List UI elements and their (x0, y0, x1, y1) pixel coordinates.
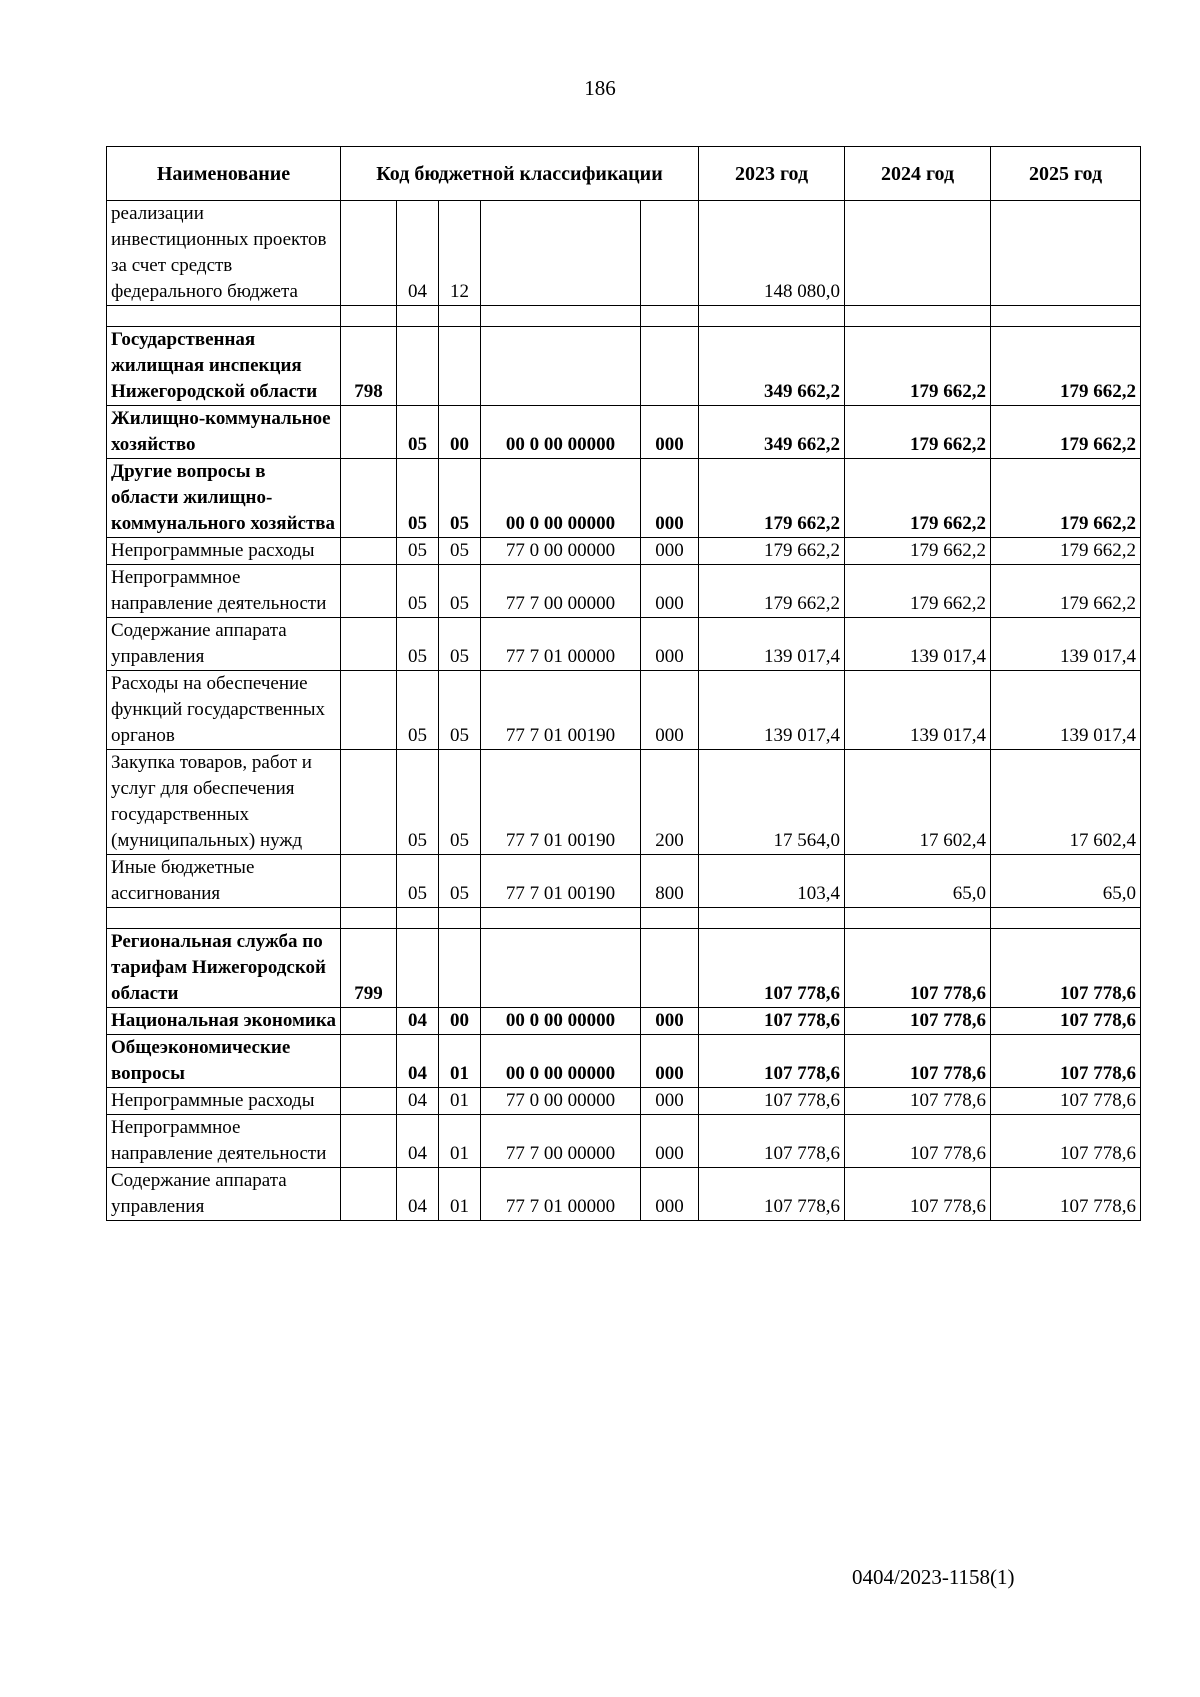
table-row (107, 201, 1141, 306)
cell-expense-type: 200 (641, 750, 699, 855)
cell-expense-type (641, 327, 699, 406)
cell-value-2025: 17 602,4 (991, 750, 1141, 855)
cell-subsection: 05 (439, 565, 481, 618)
cell-expense-type (641, 201, 699, 306)
cell-section: 04 (397, 1088, 439, 1115)
cell-target-article: 77 7 01 00190 (481, 750, 641, 855)
cell-value-2024: 139 017,4 (845, 618, 991, 671)
cell-target-article: 00 0 00 00000 (481, 406, 641, 459)
cell-grbs (341, 538, 397, 565)
cell-value-2024: 107 778,6 (845, 1088, 991, 1115)
cell-section: 05 (397, 671, 439, 750)
cell-grbs (341, 565, 397, 618)
cell-name: Непрограммное направление деятельности (107, 1115, 341, 1168)
cell-grbs (341, 306, 397, 327)
cell-expense-type (641, 306, 699, 327)
table-header-row (107, 147, 1141, 201)
cell-value-2024 (845, 201, 991, 306)
spacer-row (107, 306, 1141, 327)
cell-grbs (341, 1008, 397, 1035)
cell-value-2024: 107 778,6 (845, 1115, 991, 1168)
cell-value-2024 (845, 306, 991, 327)
cell-value-2025: 179 662,2 (991, 327, 1141, 406)
cell-target-article: 77 7 00 00000 (481, 565, 641, 618)
cell-grbs (341, 1115, 397, 1168)
page-number: 186 (584, 76, 616, 100)
cell-expense-type: 000 (641, 1088, 699, 1115)
cell-name: Непрограммное направление деятельности (107, 565, 341, 618)
table-body (107, 201, 1141, 1221)
cell-section (397, 306, 439, 327)
cell-value-2023: 179 662,2 (699, 538, 845, 565)
cell-target-article (481, 929, 641, 1008)
cell-grbs (341, 618, 397, 671)
cell-target-article (481, 908, 641, 929)
table-row (107, 538, 1141, 565)
cell-subsection: 01 (439, 1168, 481, 1221)
cell-subsection: 05 (439, 671, 481, 750)
cell-subsection: 05 (439, 618, 481, 671)
cell-value-2023: 107 778,6 (699, 1035, 845, 1088)
cell-target-article: 00 0 00 00000 (481, 459, 641, 538)
cell-subsection (439, 327, 481, 406)
cell-value-2023: 139 017,4 (699, 618, 845, 671)
cell-name: Закупка товаров, работ и услуг для обеспечения государственных (муниципальных) нужд (107, 750, 341, 855)
cell-value-2023: 148 080,0 (699, 201, 845, 306)
cell-name: Другие вопросы в области жилищно-коммунального хозяйства (107, 459, 341, 538)
cell-subsection (439, 929, 481, 1008)
cell-grbs (341, 1035, 397, 1088)
cell-name: Национальная экономика (107, 1008, 341, 1035)
cell-target-article (481, 327, 641, 406)
cell-subsection: 01 (439, 1035, 481, 1088)
cell-expense-type: 000 (641, 618, 699, 671)
cell-value-2023: 107 778,6 (699, 929, 845, 1008)
cell-subsection: 00 (439, 406, 481, 459)
cell-grbs (341, 908, 397, 929)
cell-value-2024: 179 662,2 (845, 406, 991, 459)
header-2025: 2025 год (991, 147, 1141, 201)
cell-name: Содержание аппарата управления (107, 618, 341, 671)
header-2023: 2023 год (699, 147, 845, 201)
cell-name: Содержание аппарата управления (107, 1168, 341, 1221)
cell-grbs (341, 671, 397, 750)
table-row (107, 1088, 1141, 1115)
cell-section: 05 (397, 618, 439, 671)
cell-value-2025: 179 662,2 (991, 565, 1141, 618)
cell-target-article: 77 0 00 00000 (481, 1088, 641, 1115)
cell-expense-type: 000 (641, 538, 699, 565)
cell-value-2024: 179 662,2 (845, 565, 991, 618)
cell-name: Общеэкономические вопросы (107, 1035, 341, 1088)
cell-target-article (481, 306, 641, 327)
table-row (107, 459, 1141, 538)
cell-value-2025: 139 017,4 (991, 671, 1141, 750)
cell-value-2024: 107 778,6 (845, 1008, 991, 1035)
document-code: 0404/2023-1158(1) (852, 1565, 1015, 1589)
cell-value-2023 (699, 908, 845, 929)
cell-value-2023: 107 778,6 (699, 1115, 845, 1168)
cell-subsection (439, 306, 481, 327)
cell-value-2023: 107 778,6 (699, 1088, 845, 1115)
cell-value-2025: 65,0 (991, 855, 1141, 908)
cell-name: Государственная жилищная инспекция Нижегородской области (107, 327, 341, 406)
spacer-row (107, 908, 1141, 929)
table-row (107, 929, 1141, 1008)
table-row (107, 855, 1141, 908)
cell-value-2023: 17 564,0 (699, 750, 845, 855)
cell-expense-type (641, 908, 699, 929)
cell-expense-type: 000 (641, 1008, 699, 1035)
cell-value-2025: 179 662,2 (991, 406, 1141, 459)
cell-value-2023: 179 662,2 (699, 459, 845, 538)
table-row (107, 1035, 1141, 1088)
cell-section: 04 (397, 201, 439, 306)
cell-expense-type: 000 (641, 565, 699, 618)
cell-section: 04 (397, 1035, 439, 1088)
table-row (107, 406, 1141, 459)
cell-value-2025: 107 778,6 (991, 1088, 1141, 1115)
cell-expense-type: 000 (641, 671, 699, 750)
header-code: Код бюджетной классификации (341, 147, 699, 201)
cell-subsection: 05 (439, 855, 481, 908)
budget-table (106, 146, 1141, 1221)
cell-value-2024: 107 778,6 (845, 929, 991, 1008)
cell-name: Непрограммные расходы (107, 1088, 341, 1115)
cell-value-2024: 179 662,2 (845, 327, 991, 406)
cell-target-article (481, 201, 641, 306)
cell-subsection: 05 (439, 459, 481, 538)
cell-value-2025: 107 778,6 (991, 1008, 1141, 1035)
cell-name (107, 908, 341, 929)
cell-section: 04 (397, 1008, 439, 1035)
cell-name: Непрограммные расходы (107, 538, 341, 565)
table-row (107, 750, 1141, 855)
cell-value-2025: 107 778,6 (991, 1168, 1141, 1221)
cell-section (397, 908, 439, 929)
header-name: Наименование (107, 147, 341, 201)
cell-section (397, 327, 439, 406)
table-row (107, 671, 1141, 750)
cell-target-article: 77 7 01 00000 (481, 618, 641, 671)
cell-value-2025: 139 017,4 (991, 618, 1141, 671)
cell-value-2023: 103,4 (699, 855, 845, 908)
cell-subsection: 12 (439, 201, 481, 306)
cell-subsection: 01 (439, 1088, 481, 1115)
table-row (107, 327, 1141, 406)
cell-grbs (341, 1168, 397, 1221)
cell-grbs (341, 855, 397, 908)
cell-subsection: 05 (439, 538, 481, 565)
cell-value-2024: 65,0 (845, 855, 991, 908)
cell-value-2025: 179 662,2 (991, 459, 1141, 538)
cell-name (107, 306, 341, 327)
cell-value-2024: 179 662,2 (845, 538, 991, 565)
cell-target-article: 77 7 00 00000 (481, 1115, 641, 1168)
cell-value-2023: 349 662,2 (699, 327, 845, 406)
cell-value-2024 (845, 908, 991, 929)
cell-name: Жилищно-коммунальное хозяйство (107, 406, 341, 459)
cell-grbs (341, 750, 397, 855)
cell-target-article: 00 0 00 00000 (481, 1035, 641, 1088)
cell-grbs (341, 1088, 397, 1115)
table-row (107, 1168, 1141, 1221)
cell-name: Иные бюджетные ассигнования (107, 855, 341, 908)
cell-section (397, 929, 439, 1008)
cell-value-2025: 107 778,6 (991, 1035, 1141, 1088)
cell-subsection (439, 908, 481, 929)
cell-subsection: 05 (439, 750, 481, 855)
cell-section: 05 (397, 406, 439, 459)
cell-expense-type: 000 (641, 406, 699, 459)
table-row (107, 565, 1141, 618)
cell-value-2024: 107 778,6 (845, 1168, 991, 1221)
cell-value-2023 (699, 306, 845, 327)
cell-expense-type: 000 (641, 1168, 699, 1221)
cell-section: 05 (397, 855, 439, 908)
cell-target-article: 77 7 01 00190 (481, 855, 641, 908)
cell-expense-type: 800 (641, 855, 699, 908)
cell-section: 04 (397, 1115, 439, 1168)
cell-name: Расходы на обеспечение функций государственных органов (107, 671, 341, 750)
cell-target-article: 77 7 01 00190 (481, 671, 641, 750)
cell-section: 05 (397, 459, 439, 538)
cell-value-2025: 107 778,6 (991, 929, 1141, 1008)
cell-value-2023: 107 778,6 (699, 1168, 845, 1221)
table-row (107, 618, 1141, 671)
cell-section: 05 (397, 538, 439, 565)
cell-target-article: 77 0 00 00000 (481, 538, 641, 565)
cell-grbs (341, 201, 397, 306)
cell-section: 05 (397, 565, 439, 618)
header-2024: 2024 год (845, 147, 991, 201)
cell-value-2024: 17 602,4 (845, 750, 991, 855)
cell-value-2024: 139 017,4 (845, 671, 991, 750)
cell-grbs (341, 459, 397, 538)
cell-expense-type: 000 (641, 1115, 699, 1168)
cell-value-2024: 179 662,2 (845, 459, 991, 538)
cell-section: 04 (397, 1168, 439, 1221)
cell-grbs (341, 406, 397, 459)
cell-value-2025 (991, 201, 1141, 306)
cell-name: реализации инвестиционных проектов за счет средств федерального бюджета (107, 201, 341, 306)
cell-subsection: 00 (439, 1008, 481, 1035)
cell-subsection: 01 (439, 1115, 481, 1168)
table-row (107, 1115, 1141, 1168)
cell-value-2025: 107 778,6 (991, 1115, 1141, 1168)
cell-name: Региональная служба по тарифам Нижегородской области (107, 929, 341, 1008)
table-row (107, 1008, 1141, 1035)
cell-value-2023: 107 778,6 (699, 1008, 845, 1035)
cell-value-2025 (991, 908, 1141, 929)
cell-expense-type: 000 (641, 1035, 699, 1088)
cell-expense-type (641, 929, 699, 1008)
cell-expense-type: 000 (641, 459, 699, 538)
cell-section: 05 (397, 750, 439, 855)
cell-value-2023: 179 662,2 (699, 565, 845, 618)
cell-grbs: 798 (341, 327, 397, 406)
cell-target-article: 00 0 00 00000 (481, 1008, 641, 1035)
cell-value-2023: 349 662,2 (699, 406, 845, 459)
cell-value-2025: 179 662,2 (991, 538, 1141, 565)
cell-target-article: 77 7 01 00000 (481, 1168, 641, 1221)
cell-value-2025 (991, 306, 1141, 327)
cell-grbs: 799 (341, 929, 397, 1008)
cell-value-2024: 107 778,6 (845, 1035, 991, 1088)
cell-value-2023: 139 017,4 (699, 671, 845, 750)
